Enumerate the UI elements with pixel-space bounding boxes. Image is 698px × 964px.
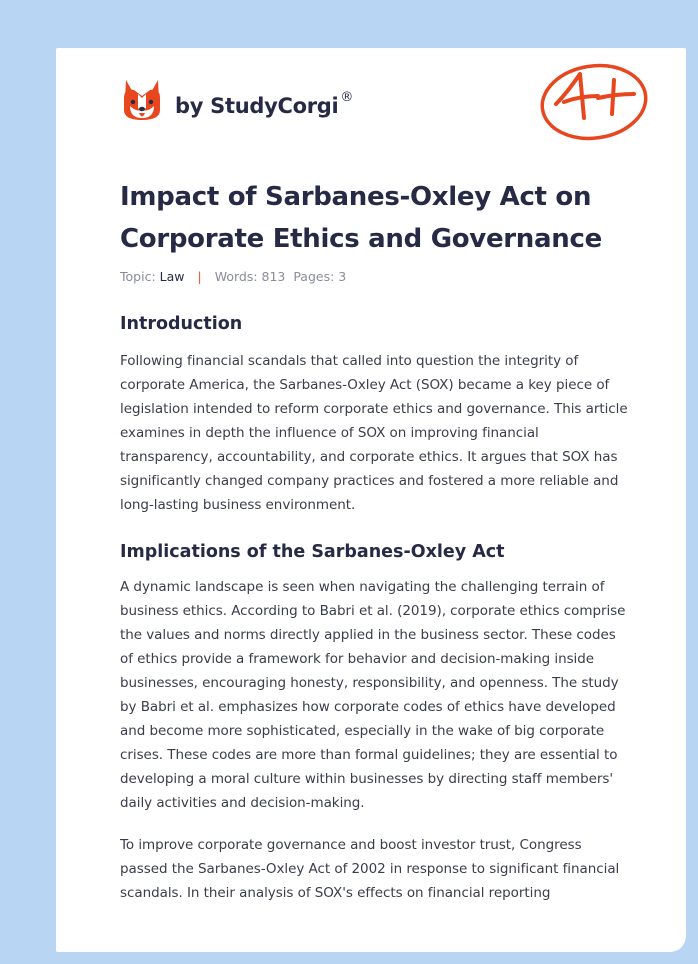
document-body bbox=[120, 313, 630, 923]
topic-link[interactable]: Law bbox=[159, 269, 185, 284]
header bbox=[120, 76, 640, 156]
document-page bbox=[56, 48, 686, 952]
paragraph: Following financial scandals that called into question the integrity of corporate America, the Sarbanes-Oxley Act (SOX) became a key piece of legislation intended to reform corporate ethics and governance. This article examines in depth the influence of SOX on improving financial transparency, accountability, and corporate ethics. It argues that SOX has significantly changed company practices and fostered a more reliable and long-lasting business environment. bbox=[120, 353, 628, 513]
document-title: Impact of Sarbanes-Oxley Act on Corporate Ethics and Governance bbox=[120, 182, 602, 254]
paragraph: To improve corporate governance and boost investor trust, Congress passed the Sarbanes-Oxley Act of 2002 in response to significant financial scandals. In their analysis of SOX's effects on financial reporting bbox=[120, 837, 620, 901]
section-heading-implications: Implications of the Sarbanes-Oxley Act bbox=[120, 542, 505, 562]
page-count: Pages: 3 bbox=[293, 269, 347, 284]
a-plus-grade-icon bbox=[536, 58, 652, 144]
brand-name[interactable] bbox=[175, 90, 354, 118]
brand-text: by StudyCorgi bbox=[175, 94, 339, 118]
paragraph: A dynamic landscape is seen when navigating the challenging terrain of business ethics. According to Babri et al. (2019), corporate ethics comprise the values and norms directly applied in the business sector. These codes of ethics provide a framework for behavior and decision-making inside businesses, encouraging honesty, responsibility, and openness. The study by Babri et al. emphasizes how corporate codes of ethics have developed and become more sophisticated, especially in the wake of big corporate crises. These codes are more than formal guidelines; they are essential to developing a moral culture within businesses by directing staff members' daily activities and decision-making. bbox=[120, 579, 626, 811]
meta-separator: | bbox=[197, 269, 202, 284]
section-heading-introduction: Introduction bbox=[120, 314, 243, 334]
word-count: Words: 813 bbox=[214, 269, 286, 284]
corgi-logo-icon[interactable] bbox=[120, 76, 164, 124]
trademark-symbol: ® bbox=[340, 90, 354, 105]
document-meta bbox=[120, 269, 346, 284]
topic-label: Topic: bbox=[120, 269, 156, 284]
